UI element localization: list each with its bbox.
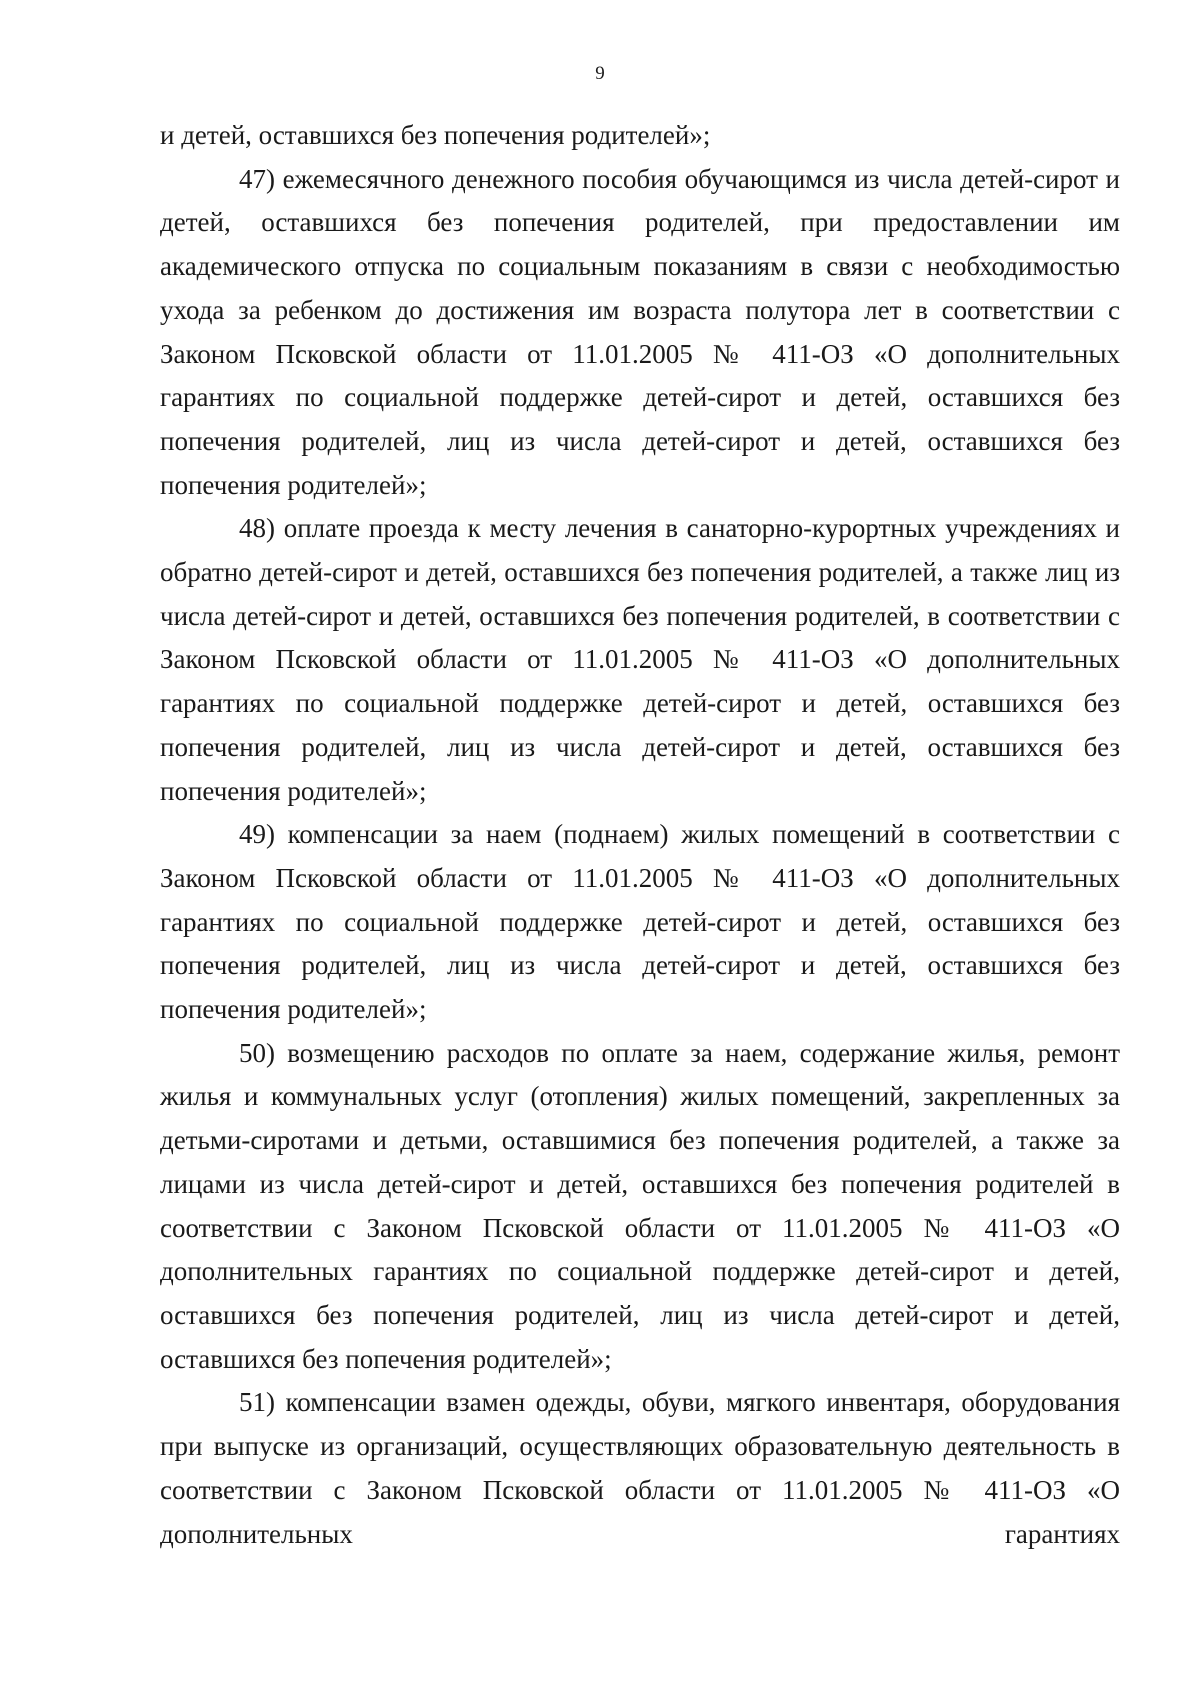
paragraph-continuation: и детей, оставшихся без попечения родителей»; [160,120,711,150]
document-body [160,114,1120,1556]
paragraph-item-49: 49) компенсации за наем (поднаем) жилых помещений в соответствии с Законом Псковской области от 11.01.2005 № 411-ОЗ «О дополнительных гарантиях по социальной поддержке детей-сирот и детей, оставшихся без попечения родителей, лиц из числа детей-сирот и детей, оставшихся без попечения родителей»; [160,819,1120,1025]
paragraph-item-50: 50) возмещению расходов по оплате за наем, содержание жилья, ремонт жилья и коммунальных услуг (отопления) жилых помещений, закрепленных за детьми-сиротами и детьми, оставшимися без попечения родителей, а также за лицами из числа детей-сирот и детей, оставшихся без попечения родителей в соответствии с Законом Псковской области от 11.01.2005 № 411-ОЗ «О дополнительных гарантиях по социальной поддержке детей-сирот и детей, оставшихся без попечения родителей, лиц из числа детей-сирот и детей, оставшихся без попечения родителей»; [160,1037,1120,1374]
page-number: 9 [595,63,605,84]
paragraph-item-51: 51) компенсации взамен одежды, обуви, мягкого инвентаря, оборудования при выпуске из организаций, осуществляющих образовательную деятельность в соответствии с Законом Псковской области от 11.01.2005 № 411-ОЗ «О дополнительных гарантиях [160,1387,1120,1549]
paragraph-item-47: 47) ежемесячного денежного пособия обучающимся из числа детей-сирот и детей, оставшихся без попечения родителей, при предоставлении им академического отпуска по социальным показаниям в связи с необходимостью ухода за ребенком до достижения им возраста полутора лет в соответствии с Законом Псковской области от 11.01.2005 № 411-ОЗ «О дополнительных гарантиях по социальной поддержке детей-сирот и детей, оставшихся без попечения родителей, лиц из числа детей-сирот и детей, оставшихся без попечения родителей»; [160,163,1120,500]
paragraph-item-48: 48) оплате проезда к месту лечения в санаторно-курортных учреждениях и обратно детей-сирот и детей, оставшихся без попечения родителей, а также лиц из числа детей-сирот и детей, оставшихся без попечения родителей, в соответствии с Законом Псковской области от 11.01.2005 № 411-ОЗ «О дополнительных гарантиях по социальной поддержке детей-сирот и детей, оставшихся без попечения родителей, лиц из числа детей-сирот и детей, оставшихся без попечения родителей»; [160,513,1120,806]
